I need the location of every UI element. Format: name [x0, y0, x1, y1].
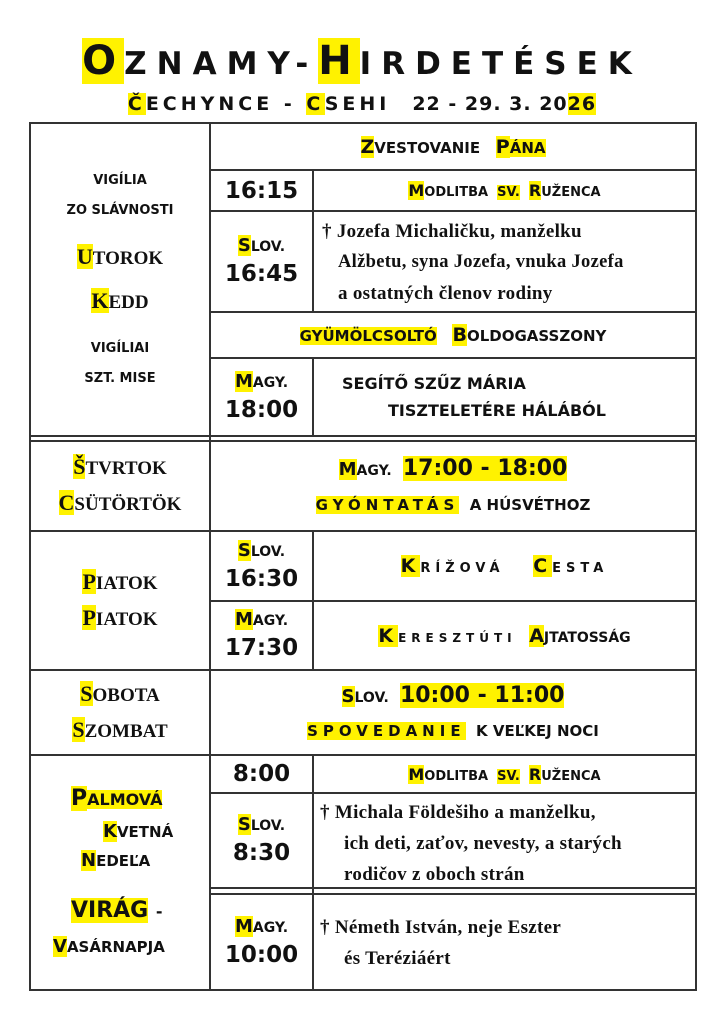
word-initial: A: [529, 624, 544, 647]
day-rest: EDD: [108, 291, 149, 313]
day-initial: P: [82, 568, 96, 594]
mass-time-cell: [211, 602, 312, 669]
stations-of-cross-hu: [314, 602, 695, 669]
time: 17:30: [224, 635, 299, 661]
word: A HÚSVÉTHOZ: [469, 495, 591, 514]
subtitle: [0, 93, 724, 115]
day-name-sk: [77, 240, 163, 276]
word-rest: ESTA: [552, 561, 609, 576]
day-name-sk: [80, 677, 159, 713]
place-dash: -: [283, 93, 296, 115]
word-initial: K: [400, 555, 421, 577]
stations-of-cross-sk: [314, 532, 695, 600]
word: K VEĽKEJ NOCI: [476, 722, 599, 740]
place-part: ECHYNCE: [145, 93, 274, 115]
word-initial: S: [237, 235, 251, 256]
word-initial: S: [237, 539, 251, 561]
day-line: [81, 850, 150, 871]
word-rest: VETNÁ: [116, 823, 174, 841]
divider: [30, 989, 697, 991]
day-initial: Š: [73, 454, 86, 479]
word: -: [155, 902, 163, 921]
word: VIRÁG: [71, 898, 149, 923]
title-part: ZNAMY: [124, 46, 296, 82]
day-name-sk: [82, 565, 157, 601]
word-initial: K: [378, 624, 399, 647]
title-initial: H: [318, 38, 360, 84]
word: SV.: [497, 768, 520, 784]
intention-line: TISZTELETÉRE HÁLÁBÓL: [388, 401, 606, 420]
date-part: 26: [567, 93, 597, 115]
language-label: [235, 915, 288, 940]
day-rest: TVRTOK: [85, 458, 167, 479]
word-rest: ALMOVÁ: [87, 790, 163, 809]
feast-sk: [211, 124, 695, 169]
rosary-label: [314, 756, 695, 792]
mass-time-cell: [211, 532, 312, 600]
day-name-hu: [91, 284, 148, 320]
day-line: [53, 936, 165, 957]
word-initial: V: [53, 936, 67, 957]
day-rest: ZOMBAT: [84, 720, 168, 742]
word-rest: UŽENCA: [541, 768, 601, 784]
intention-line: a ostatných členov rodiny: [338, 283, 553, 304]
vigil-label: ZO SLÁVNOSTI: [66, 202, 174, 218]
rosary-label: [314, 171, 695, 210]
word-initial: P: [495, 135, 510, 158]
word-initial: M: [408, 764, 425, 784]
place-initial: C: [306, 93, 325, 115]
language-label: [238, 813, 285, 838]
divider: [30, 435, 697, 437]
sunday-day-cell: [31, 756, 209, 989]
day-rest: IATOK: [95, 608, 158, 630]
intention-line: SEGÍTŐ SZŰZ MÁRIA: [342, 374, 526, 393]
day-rest: SÜTÖRTÖK: [74, 494, 182, 515]
day-rest: TOROK: [92, 247, 164, 269]
time: 16:45: [224, 261, 299, 287]
thursday-day-cell: [31, 442, 209, 530]
word-rest: ÁNA: [509, 138, 546, 157]
vigil-label: SZT. MISE: [84, 370, 156, 386]
word: SV.: [497, 185, 520, 200]
confession-cell: [211, 671, 695, 754]
vigil-label: VIGÍLIA: [93, 172, 147, 188]
word-initial: P: [71, 786, 88, 811]
day-name-hu: [72, 713, 167, 749]
word-rest: ASÁRNAPJA: [66, 938, 165, 956]
day-line: [71, 786, 162, 811]
time: 10:00: [224, 941, 299, 968]
word-rest: AGY.: [252, 374, 289, 391]
word: GYÜMÖLCSOLTÓ: [299, 327, 437, 345]
word-rest: ODLITBA: [424, 185, 489, 200]
day-rest: IATOK: [95, 572, 158, 594]
word-initial: S: [341, 686, 355, 707]
time: 10:00 - 11:00: [399, 683, 565, 708]
word-initial: M: [338, 458, 357, 480]
confession-time: [339, 451, 568, 488]
date-part: 22 - 29. 3. 20: [412, 93, 568, 115]
confession-time: [342, 678, 565, 715]
word-initial: K: [103, 821, 117, 842]
day-name-hu: [82, 601, 157, 637]
time: 17:00 - 18:00: [402, 455, 568, 481]
word-rest: AGY.: [252, 613, 289, 629]
mass-time-cell: [211, 895, 312, 989]
language-label: [235, 608, 288, 633]
title-initial: O: [82, 38, 125, 84]
word-rest: LOV.: [250, 543, 286, 560]
time: 8:00: [232, 761, 291, 787]
word-rest: UŽENCA: [541, 185, 601, 200]
vigil-label: VIGÍLIAI: [90, 340, 150, 356]
intention-line: ich deti, zaťov, nevesty, a starých: [344, 833, 622, 854]
day-rest: OBOTA: [92, 684, 160, 706]
confession-cell: [211, 442, 695, 530]
day-line: [71, 898, 163, 923]
word-rest: JTATOSSÁG: [543, 629, 631, 646]
word-initial: S: [237, 814, 251, 835]
divider: [695, 122, 697, 991]
mass-time-cell: [211, 794, 312, 887]
language-label: [238, 234, 285, 259]
word-initial: R: [528, 764, 542, 784]
word-initial: N: [81, 850, 97, 871]
mass-intention: [320, 797, 622, 890]
word-rest: RÍŽOVÁ: [420, 561, 505, 576]
confession-label: [307, 715, 599, 747]
word-rest: ODLITBA: [424, 768, 489, 784]
mass-intention: [322, 216, 624, 309]
date-range: [412, 93, 596, 115]
time: 16:30: [224, 565, 299, 592]
word-rest: VESTOVANIE: [374, 138, 481, 157]
word-initial: Z: [360, 135, 375, 158]
day-line: [103, 821, 173, 842]
mass-intention: [342, 370, 606, 424]
word: GYÓNTATÁS: [315, 495, 460, 514]
word-rest: ERESZTÚTI: [398, 630, 517, 645]
language-label: [238, 539, 285, 564]
day-initial: S: [80, 680, 93, 706]
word-initial: M: [408, 181, 425, 200]
mass-intention: [320, 912, 561, 974]
day-initial: P: [82, 604, 96, 630]
friday-day-cell: [31, 532, 209, 669]
word-rest: LOV.: [354, 690, 389, 706]
word-initial: R: [528, 181, 542, 200]
saturday-day-cell: [31, 671, 209, 754]
word-rest: LOV.: [250, 818, 286, 834]
day-initial: K: [91, 287, 109, 313]
intention-line: Alžbetu, syna Jozefa, vnuka Jozefa: [338, 252, 624, 272]
word-initial: M: [234, 915, 253, 937]
word-initial: M: [234, 370, 253, 392]
word-initial: B: [452, 324, 467, 346]
intention-line: és Teréziáért: [344, 948, 451, 969]
day-name-hu: [59, 486, 182, 522]
time: 8:30: [232, 840, 291, 866]
word-initial: M: [234, 609, 253, 630]
intention-line: † Jozefa Michaličku, manželku: [322, 221, 582, 242]
place-part: SEHI: [324, 93, 391, 115]
word-rest: EDEĽA: [96, 852, 151, 870]
page-title: [0, 38, 724, 84]
time: 16:15: [224, 177, 299, 204]
word-rest: AGY.: [252, 919, 289, 936]
word-initial: C: [533, 555, 553, 577]
mass-time-cell: [211, 359, 312, 435]
title-part: IRDETÉSEK: [359, 46, 642, 82]
mass-time-cell: [211, 212, 312, 311]
word-rest: LOV.: [250, 239, 286, 255]
day-initial: S: [72, 716, 85, 742]
language-label: [235, 370, 288, 395]
day-initial: U: [76, 243, 93, 269]
intention-line: † Németh István, neje Eszter: [320, 917, 562, 938]
divider: [312, 358, 314, 436]
day-initial: C: [58, 490, 75, 515]
word: SPOVEDANIE: [307, 722, 466, 740]
day-name-sk: [73, 450, 167, 486]
word-rest: OLDOGASSZONY: [466, 327, 607, 345]
confession-label: [316, 488, 591, 522]
word-rest: AGY.: [356, 462, 392, 479]
time: 18:00: [224, 396, 299, 423]
tuesday-day-cell: [31, 124, 209, 435]
place-initial: Č: [127, 93, 146, 115]
title-dash: -: [295, 46, 319, 82]
intention-line: rodičov z oboch strán: [344, 864, 525, 885]
feast-hu: [211, 313, 695, 357]
intention-line: † Michala Földešiho a manželku,: [320, 802, 596, 823]
